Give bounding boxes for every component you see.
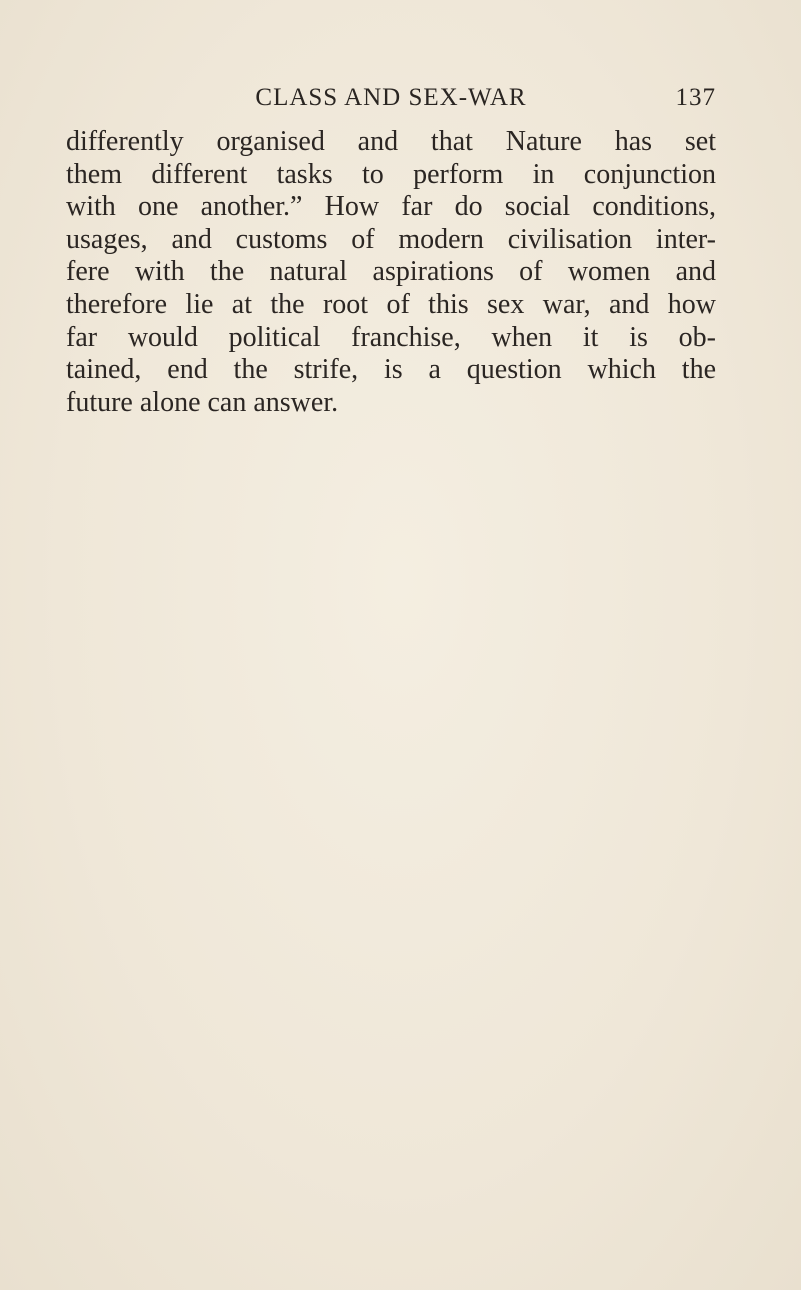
running-head-title: CLASS AND SEX-WAR <box>255 84 527 111</box>
text-line: therefore lie at the root of this sex war, and how <box>66 288 716 320</box>
text-line: differently organised and that Nature has set <box>66 126 716 157</box>
text-line: fere with the natural aspirations of women and <box>66 256 716 288</box>
text-line: with one another.” How far do social conditions, <box>66 191 716 223</box>
text-line: tained, end the strife, is a question which the <box>66 354 716 386</box>
text-line: far would political franchise, when it is ob- <box>66 321 716 353</box>
text-line: them different tasks to perform in conjunction <box>66 158 716 190</box>
page-number: 137 <box>675 84 716 111</box>
text-line: usages, and customs of modern civilisation inter- <box>66 223 716 255</box>
body-paragraph <box>66 126 716 419</box>
running-head <box>66 84 716 120</box>
text-line: future alone can answer. <box>66 386 339 418</box>
